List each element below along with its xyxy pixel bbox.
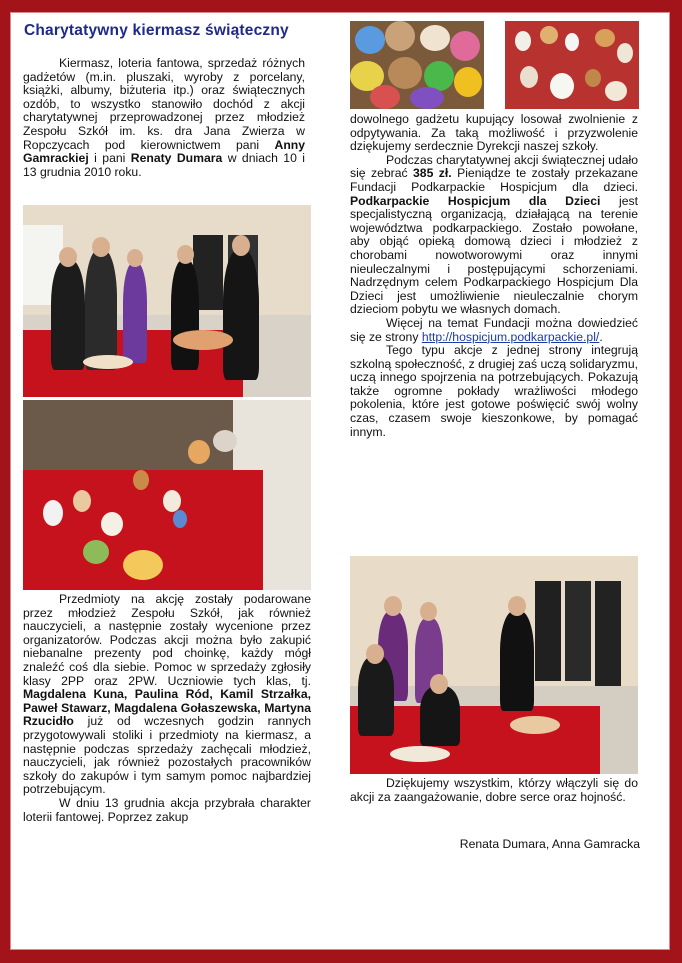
- hospice-link[interactable]: http://hospicjum.podkarpackie.pl/: [421, 329, 600, 344]
- organizer-name-1: Anny Gamrackiej: [23, 137, 305, 166]
- integration-paragraph: Tego typu akcje z jednej strony integrują szkolną społeczność, z drugiej zaś uczą solidaryzmu, uczą innego spojrzenia na potrzebujących. Pokazują także ogromne pokłady wrażliwości młodego pokolenia, które jest gotowe poświęcić swój wolny czas, czasem swoje kieszonkowe, by pomagać innym.: [350, 343, 638, 439]
- intro-paragraph: Kiermasz, loteria fantowa, sprzedaż różnych gadżetów (m.in. pluszaki, wyroby z porcelany, książki, albumy, biżuteria itp.) oraz świątecznych ozdób, to wszystko stanowiło dochód z akcji charytatywnej przeprowadzonej przez młodzież Zespołu Szkół im. ks. dra Jana Zwierza w Ropczycach pod kierownictwem pani Anny Gamrackiej i pani Renaty Dumara w dniach 10 i 13 grudnia 2010 roku.: [23, 56, 305, 179]
- photo-students-at-stand: [23, 205, 311, 397]
- photo-porcelain-figurines: [505, 21, 639, 109]
- collected-amount: 385 zł.: [413, 166, 452, 181]
- photo-figurines-table: [23, 400, 311, 590]
- signature: Renata Dumara, Anna Gamracka: [459, 837, 640, 851]
- article-title: Charytatywny kiermasz świąteczny: [24, 22, 289, 39]
- right-column-text: dowolnego gadżetu kupujący losował zwolnienie z odpytywania. Za taką możliwość i przyzwolenie dziękujemy serdecznie Dyrekcji naszej szkoły. Podczas charytatywnej akcji świątecznej udało się zebrać 385 zł. Pieniądze te zostały przekazane Fundacji Podkarpackie Hospicjum dla dzieci. Podkarpackie Hospicjum dla Dzieci jest specjalistyczną organizacją, działającą na terenie województwa podkarpackiego. Zostało powołane, aby objąć opieką domową dzieci i młodzież z chorobami nowotworowymi oraz innymi nieuleczalnymi i postępującymi schorzeniami. Nadrzędnym celem Podkarpackiego Hospicjum Dla Dzieci jest umożliwienie nieuleczalnie chorym dzieciom pobytu we własnych domach. Więcej na temat Fundacji można dowiedzieć się ze strony http://hospicjum.podkarpackie.pl/. Tego typu akcje z jednej strony integrują szkolną społeczność, z drugiej zaś uczą solidaryzmu, uczą innego spojrzenia na potrzebujących. Pokazują także ogromne pokłady wrażliwości młodego pokolenia, które jest gotowe poświęcić swój wolny czas, czasem swoje kieszonkowe, by pomagać innym.: [350, 112, 638, 439]
- thanks-paragraph: Dziękujemy wszystkim, którzy włączyli się do akcji za zaangażowanie, dobre serce oraz hojność.: [350, 776, 638, 804]
- items-paragraph: Przedmioty na akcję zostały podarowane przez młodzież Zespołu Szkół, jak również nauczycieli, a następnie zostały wycenione przez organizatorów. Podczas akcji można było zakupić niebanalne prezenty pod choinkę, każdy mógł znaleźć coś dla siebie. Pomoc w sprzedaży zgłosiły klasy 2PP oraz 2PW. Uczniowie tych klas, tj. Magdalena Kuna, Paulina Ród, Kamil Strzałka, Paweł Stawarz, Magdalena Gołaszewska, Martyna Rzucidło już od wczesnych godzin rannych przygotowywali stoliki i przedmioty na kiermasz, a następnie podczas sprzedaży zachęcali młodzież, nauczycieli, jak również pozostałych pracowników szkoły do zakupów i tym samym pomoc najbardziej potrzebującym. W dniu 13 grudnia akcja przybrała charakter loterii fantowej. Poprzez zakup: [23, 592, 311, 824]
- organizer-name-2: Renaty Dumara: [130, 151, 223, 166]
- hospice-name: Podkarpackie Hospicjum dla Dzieci: [350, 193, 601, 208]
- photo-volunteers: [350, 556, 638, 774]
- lottery-continuation: dowolnego gadżetu kupujący losował zwolnienie z odpytywania. Za taką możliwość i przyzwolenie dziękujemy serdecznie Dyrekcji naszej szkoły.: [350, 112, 638, 154]
- student-names: Magdalena Kuna, Paulina Ród, Kamil Strzałka, Paweł Stawarz, Magdalena Gołaszewska, Martyna Rzucidło: [23, 687, 311, 729]
- photo-plush-toys: [350, 21, 484, 109]
- lottery-paragraph: W dniu 13 grudnia akcja przybrała charakter loterii fantowej. Poprzez zakup: [23, 795, 311, 824]
